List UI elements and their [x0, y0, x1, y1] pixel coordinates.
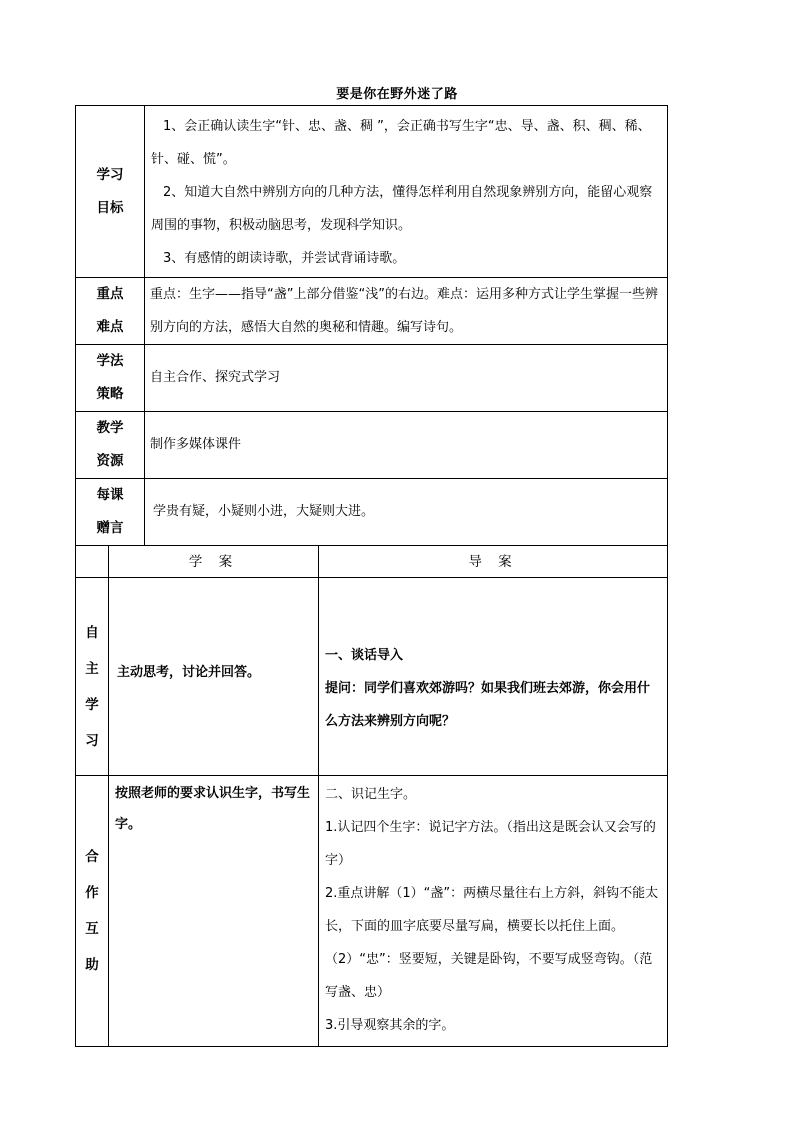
- key-content: 重点：生字——指导“盏”上部分借鉴“浅”的右边。难点：运用多种方式让学生掌握一些辨别方向的方法，感悟大自然的奥秘和情趣。编写诗句。: [145, 278, 668, 345]
- lesson-plan-table: [75, 105, 668, 1047]
- page-title: 要是你在野外迷了路: [336, 87, 458, 102]
- goal-item: 2、知道大自然中辨别方向的几种方法，懂得怎样利用自然现象辨别方向，能留心观察周围的事物，积极动脑思考，发现科学知识。: [151, 185, 653, 233]
- key-row: [76, 278, 668, 345]
- motto-row: [76, 479, 668, 546]
- method-row: [76, 345, 668, 412]
- cooperation-label: 合 作 互 助: [76, 776, 109, 1047]
- self-study-activity: 主动思考，讨论并回答。: [109, 578, 319, 776]
- column-header-row: [76, 546, 668, 578]
- goal-item: 3、有感情的朗读诗歌，并尝试背诵诗歌。: [163, 251, 406, 266]
- resource-content: 制作多媒体课件: [145, 412, 668, 479]
- guide-line: 一、谈话导入: [325, 648, 404, 663]
- cooperation-guide: [319, 776, 668, 1047]
- guide-line: 2.重点讲解（1）“盏”：两横尽量往右上方斜，斜钩不能太长，下面的皿字底要尽量写扁，横要长以托住上面。（2）“忠”：竖要短，关键是卧钩，不要写成竖弯钩。（范写盏、忠）: [325, 886, 659, 1000]
- goals-row: [76, 106, 668, 278]
- guide-line: 提问：同学们喜欢郊游吗？如果我们班去郊游，你会用什么方法来辨别方向呢？: [325, 681, 651, 729]
- motto-content: 学贵有疑，小疑则小进，大疑则大进。: [145, 479, 668, 546]
- goals-label: 学习 目标: [76, 106, 145, 278]
- motto-label: 每课 赠言: [76, 479, 145, 546]
- study-plan-header: 学 案: [109, 546, 319, 578]
- self-study-guide: [319, 578, 668, 776]
- self-study-row: [76, 578, 668, 776]
- guide-plan-header: 导 案: [319, 546, 668, 578]
- resource-row: [76, 412, 668, 479]
- goal-item: 1、会正确认读生字“针、忠、盏、稠 ”，会正确书写生字“忠、导、盏、积、稠、稀、针、碰、慌”。: [151, 119, 651, 167]
- method-label: 学法 策略: [76, 345, 145, 412]
- self-study-label: 自 主 学 习: [76, 578, 109, 776]
- guide-line: 1.认记四个生字：说记字方法。（指出这是既会认又会写的字）: [325, 820, 656, 868]
- goals-content: [145, 106, 668, 278]
- guide-line: 二、识记生字。: [325, 787, 417, 802]
- cooperation-row: [76, 776, 668, 1047]
- method-content: 自主合作、探究式学习: [145, 345, 668, 412]
- header-blank-cell: [76, 546, 109, 578]
- cooperation-activity: 按照老师的要求认识生字，书写生字。: [109, 776, 319, 1047]
- key-label: 重点 难点: [76, 278, 145, 345]
- guide-line: 3.引导观察其余的字。: [325, 1018, 455, 1033]
- resource-label: 教学 资源: [76, 412, 145, 479]
